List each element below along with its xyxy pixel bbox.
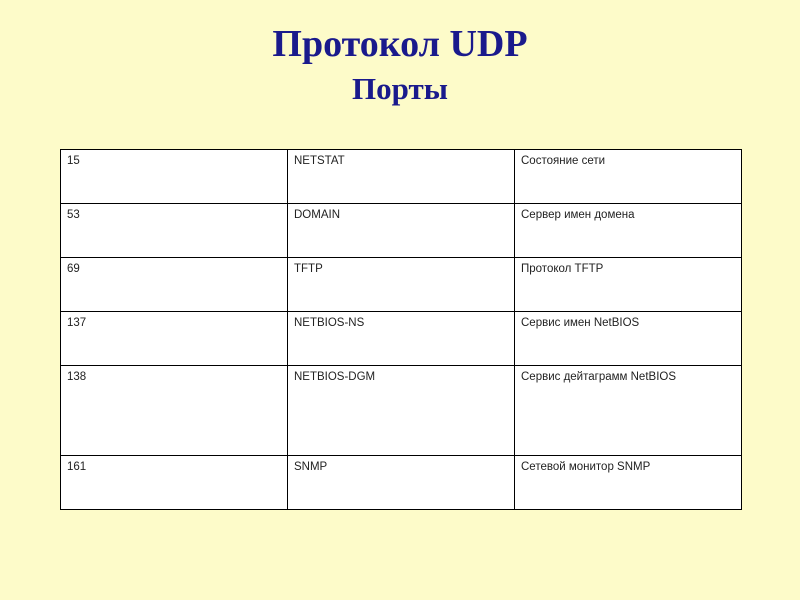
service-name-cell: DOMAIN	[288, 204, 515, 258]
service-description-cell: Состояние сети	[515, 150, 742, 204]
service-description-cell: Сервис имен NetBIOS	[515, 312, 742, 366]
service-name-cell: NETBIOS-NS	[288, 312, 515, 366]
service-name-cell: TFTP	[288, 258, 515, 312]
table-row	[61, 366, 742, 456]
port-number-cell: 53	[61, 204, 288, 258]
slide-title: Протокол UDP	[272, 23, 528, 65]
table-row	[61, 258, 742, 312]
service-name-cell: SNMP	[288, 456, 515, 510]
slide-subtitle: Порты	[352, 71, 448, 106]
port-number-cell: 69	[61, 258, 288, 312]
service-description-cell: Сервер имен домена	[515, 204, 742, 258]
service-name-cell: NETBIOS-DGM	[288, 366, 515, 456]
port-number-cell: 15	[61, 150, 288, 204]
table-row	[61, 204, 742, 258]
service-description-cell: Протокол TFTP	[515, 258, 742, 312]
service-name-cell: NETSTAT	[288, 150, 515, 204]
table-row	[61, 312, 742, 366]
table-row	[61, 456, 742, 510]
service-description-cell: Сервис дейтаграмм NetBIOS	[515, 366, 742, 456]
port-number-cell: 138	[61, 366, 288, 456]
service-description-cell: Сетевой монитор SNMP	[515, 456, 742, 510]
table-row	[61, 150, 742, 204]
udp-ports-table	[60, 149, 742, 510]
port-number-cell: 161	[61, 456, 288, 510]
port-number-cell: 137	[61, 312, 288, 366]
